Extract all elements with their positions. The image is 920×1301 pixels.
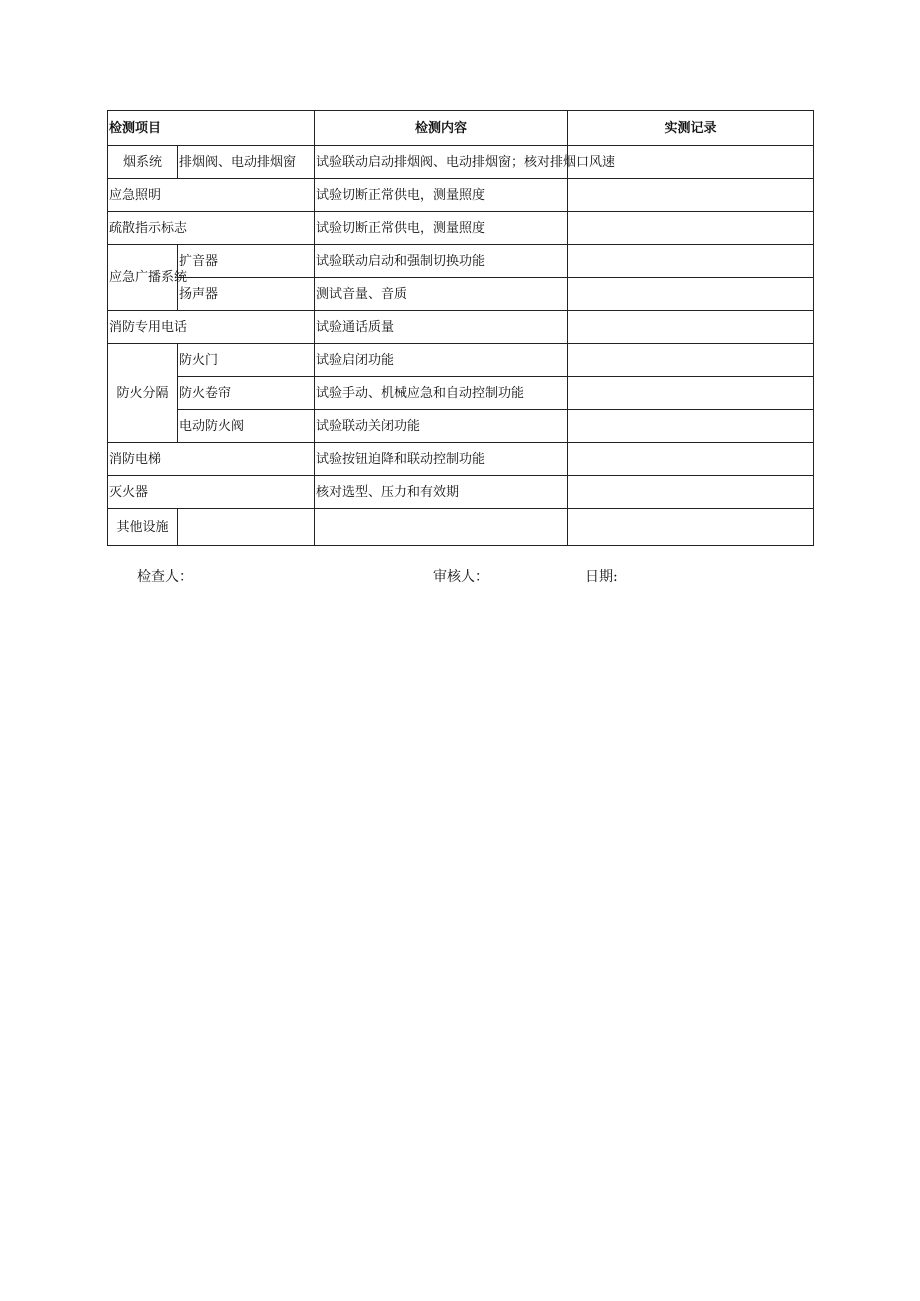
table-row	[108, 311, 814, 344]
table-row	[108, 443, 814, 476]
inspection-table	[107, 110, 814, 546]
row-speaker-record[interactable]	[568, 278, 814, 311]
table-row	[108, 278, 814, 311]
checker-label: 检查人：	[137, 569, 193, 585]
row-fire-damper-record[interactable]	[568, 410, 814, 443]
row-evac-signs-content: 试验切断正常供电，测量照度	[315, 212, 568, 245]
table-row	[108, 476, 814, 509]
row-other-item: 其他设施	[108, 509, 178, 546]
reviewer-label: 审核人：	[433, 569, 489, 585]
table-row	[108, 146, 814, 179]
row-fire-damper-sub: 电动防火阀	[178, 410, 315, 443]
row-smoke-sub: 排烟阀、电动排烟窗	[178, 146, 315, 179]
row-fire-elevator-content: 试验按钮迫降和联动控制功能	[315, 443, 568, 476]
row-emergency-lighting-record[interactable]	[568, 179, 814, 212]
row-other-record[interactable]	[568, 509, 814, 546]
row-fire-shutter-sub: 防火卷帘	[178, 377, 315, 410]
table-row	[108, 344, 814, 377]
row-emergency-lighting-content: 试验切断正常供电，测量照度	[315, 179, 568, 212]
table-row	[108, 410, 814, 443]
row-evac-signs-item: 疏散指示标志	[108, 212, 315, 245]
row-fire-damper-content: 试验联动关闭功能	[315, 410, 568, 443]
row-emergency-lighting-item: 应急照明	[108, 179, 315, 212]
row-evac-signs-record[interactable]	[568, 212, 814, 245]
row-smoke-content: 试验联动启动排烟阀、电动排烟窗；核对排烟口风速	[315, 146, 568, 179]
row-fire-elevator-item: 消防电梯	[108, 443, 315, 476]
table-row	[108, 509, 814, 546]
table-row	[108, 179, 814, 212]
row-speaker-sub: 扬声器	[178, 278, 315, 311]
table-row	[108, 377, 814, 410]
header-inspection-content: 检测内容	[315, 111, 568, 146]
signature-footer	[107, 566, 813, 588]
header-measured-record: 实测记录	[568, 111, 814, 146]
row-amplifier-content: 试验联动启动和强制切换功能	[315, 245, 568, 278]
inspection-sheet	[107, 110, 813, 546]
table-row	[108, 212, 814, 245]
row-amplifier-record[interactable]	[568, 245, 814, 278]
row-fire-door-sub: 防火门	[178, 344, 315, 377]
row-fire-phone-record[interactable]	[568, 311, 814, 344]
row-fire-door-record[interactable]	[568, 344, 814, 377]
row-other-sub[interactable]	[178, 509, 315, 546]
row-extinguisher-content: 核对选型、压力和有效期	[315, 476, 568, 509]
table-row	[108, 245, 814, 278]
row-fire-door-content: 试验启闭功能	[315, 344, 568, 377]
row-fire-phone-item: 消防专用电话	[108, 311, 315, 344]
table-header-row	[108, 111, 814, 146]
date-label: 日期:	[585, 569, 618, 585]
row-fire-elevator-record[interactable]	[568, 443, 814, 476]
row-fire-phone-content: 试验通话质量	[315, 311, 568, 344]
row-speaker-content: 测试音量、音质	[315, 278, 568, 311]
row-fire-shutter-record[interactable]	[568, 377, 814, 410]
row-amplifier-sub: 扩音器	[178, 245, 315, 278]
row-broadcast-group: 应急广播系统	[108, 245, 178, 311]
row-smoke-group: 烟系统	[108, 146, 178, 179]
row-extinguisher-item: 灭火器	[108, 476, 315, 509]
row-fire-separation-group: 防火分隔	[108, 344, 178, 443]
header-inspection-item: 检测项目	[108, 111, 315, 146]
row-fire-shutter-content: 试验手动、机械应急和自动控制功能	[315, 377, 568, 410]
row-extinguisher-record[interactable]	[568, 476, 814, 509]
row-other-content[interactable]	[315, 509, 568, 546]
